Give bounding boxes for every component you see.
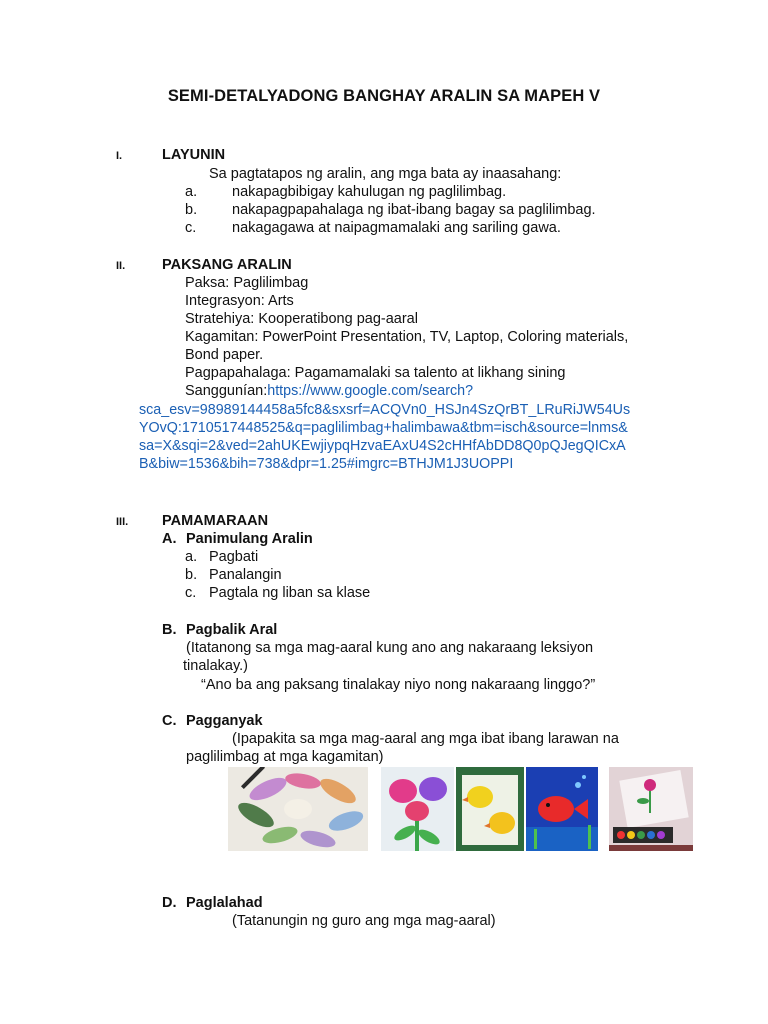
paint-palette-photo-icon [609,767,693,851]
list-item: Panalangin [209,567,282,583]
reference-link-cont[interactable]: YOvQ:1710517448525&q=paglilimbag+halimbawa&tbm=isch&source=lnms& [139,420,628,436]
list-letter: a. [185,549,198,565]
subsection-title: Pagganyak [186,713,263,729]
integrasyon-text: Integrasyon: Arts [185,293,294,309]
instruction-text-cont: tinalakay.) [183,658,249,674]
list-letter: c. [185,220,197,236]
subsection-title: Panimulang Aralin [186,531,313,547]
section-number: II. [116,260,126,272]
sanggunian-label: Sanggunían: [185,383,268,399]
instruction-text: (Tatanungin ng guro ang mga mag-aaral) [232,913,496,929]
list-item: Pagbati [209,549,259,565]
handprint-fish-photo-icon [526,767,598,851]
list-item: nakagagawa at naipagmamalaki ang sariling gawa. [232,220,561,236]
section-number: I. [116,150,123,162]
list-letter: a. [185,184,198,200]
section-heading: PAMAMARAAN [162,513,269,529]
handprint-chick-photo-icon [456,767,524,851]
list-letter: c. [185,585,197,601]
instruction-text-cont: paglilimbag at mga kagamitan) [186,749,384,765]
subsection-label: A. [162,531,177,547]
kagamitan-text-cont: Bond paper. [185,347,264,363]
question-quote: “Ano ba ang paksang tinalakay niyo nong nakaraang linggo?” [201,677,596,693]
stratehiya-text: Stratehiya: Kooperatibong pag-aaral [185,311,418,327]
reference-link-cont[interactable]: B&biw=1536&bih=738&dpr=1.25#imgrc=BTHJM1J3UOPPI [139,456,514,472]
list-letter: b. [185,567,198,583]
leaf-print-photo-icon [228,767,368,851]
subsection-label: C. [162,713,177,729]
handprint-flower-photo-icon [381,767,454,851]
list-letter: b. [185,202,198,218]
reference-link[interactable]: https://www.google.com/search? [267,383,474,399]
list-item: nakapagbibigay kahulugan ng paglilimbag. [232,184,507,200]
list-item: nakapagpapahalaga ng ibat-ibang bagay sa paglilimbag. [232,202,596,218]
subsection-label: D. [162,895,177,911]
instruction-text: (Ipapakita sa mga mag-aaral ang mga ibat ibang larawan na [232,731,619,747]
reference-link-cont[interactable]: sa=X&sqi=2&ved=2ahUKEwjiypqHzvaEAxU4S2cHHfAbDD8Q0pQJegQICxA [139,438,626,454]
instruction-text: (Itatanong sa mga mag-aaral kung ano ang nakaraang leksiyon [186,640,594,656]
kagamitan-text: Kagamitan: PowerPoint Presentation, TV, Laptop, Coloring materials, [185,329,629,345]
subsection-title: Paglalahad [186,895,263,911]
subsection-label: B. [162,622,177,638]
intro-text: Sa pagtatapos ng aralin, ang mga bata ay inaasahang: [209,166,562,182]
list-item: Pagtala ng liban sa klase [209,585,371,601]
section-heading: LAYUNIN [162,147,226,163]
page-title: SEMI-DETALYADONG BANGHAY ARALIN SA MAPEH V [167,87,601,105]
section-heading: PAKSANG ARALIN [162,257,292,273]
section-number: III. [116,516,129,528]
sanggunian-line [185,382,473,400]
subsection-title: Pagbalik Aral [186,622,278,638]
reference-link-cont[interactable]: sca_esv=98989144458a5fc8&sxsrf=ACQVn0_HSJn4SzQrBT_LRuRiJW54Us [139,402,631,418]
pagpapahalaga-text: Pagpapahalaga: Pagamamalaki sa talento at likhang sining [185,365,566,381]
paksa-text: Paksa: Paglilimbag [185,275,309,291]
